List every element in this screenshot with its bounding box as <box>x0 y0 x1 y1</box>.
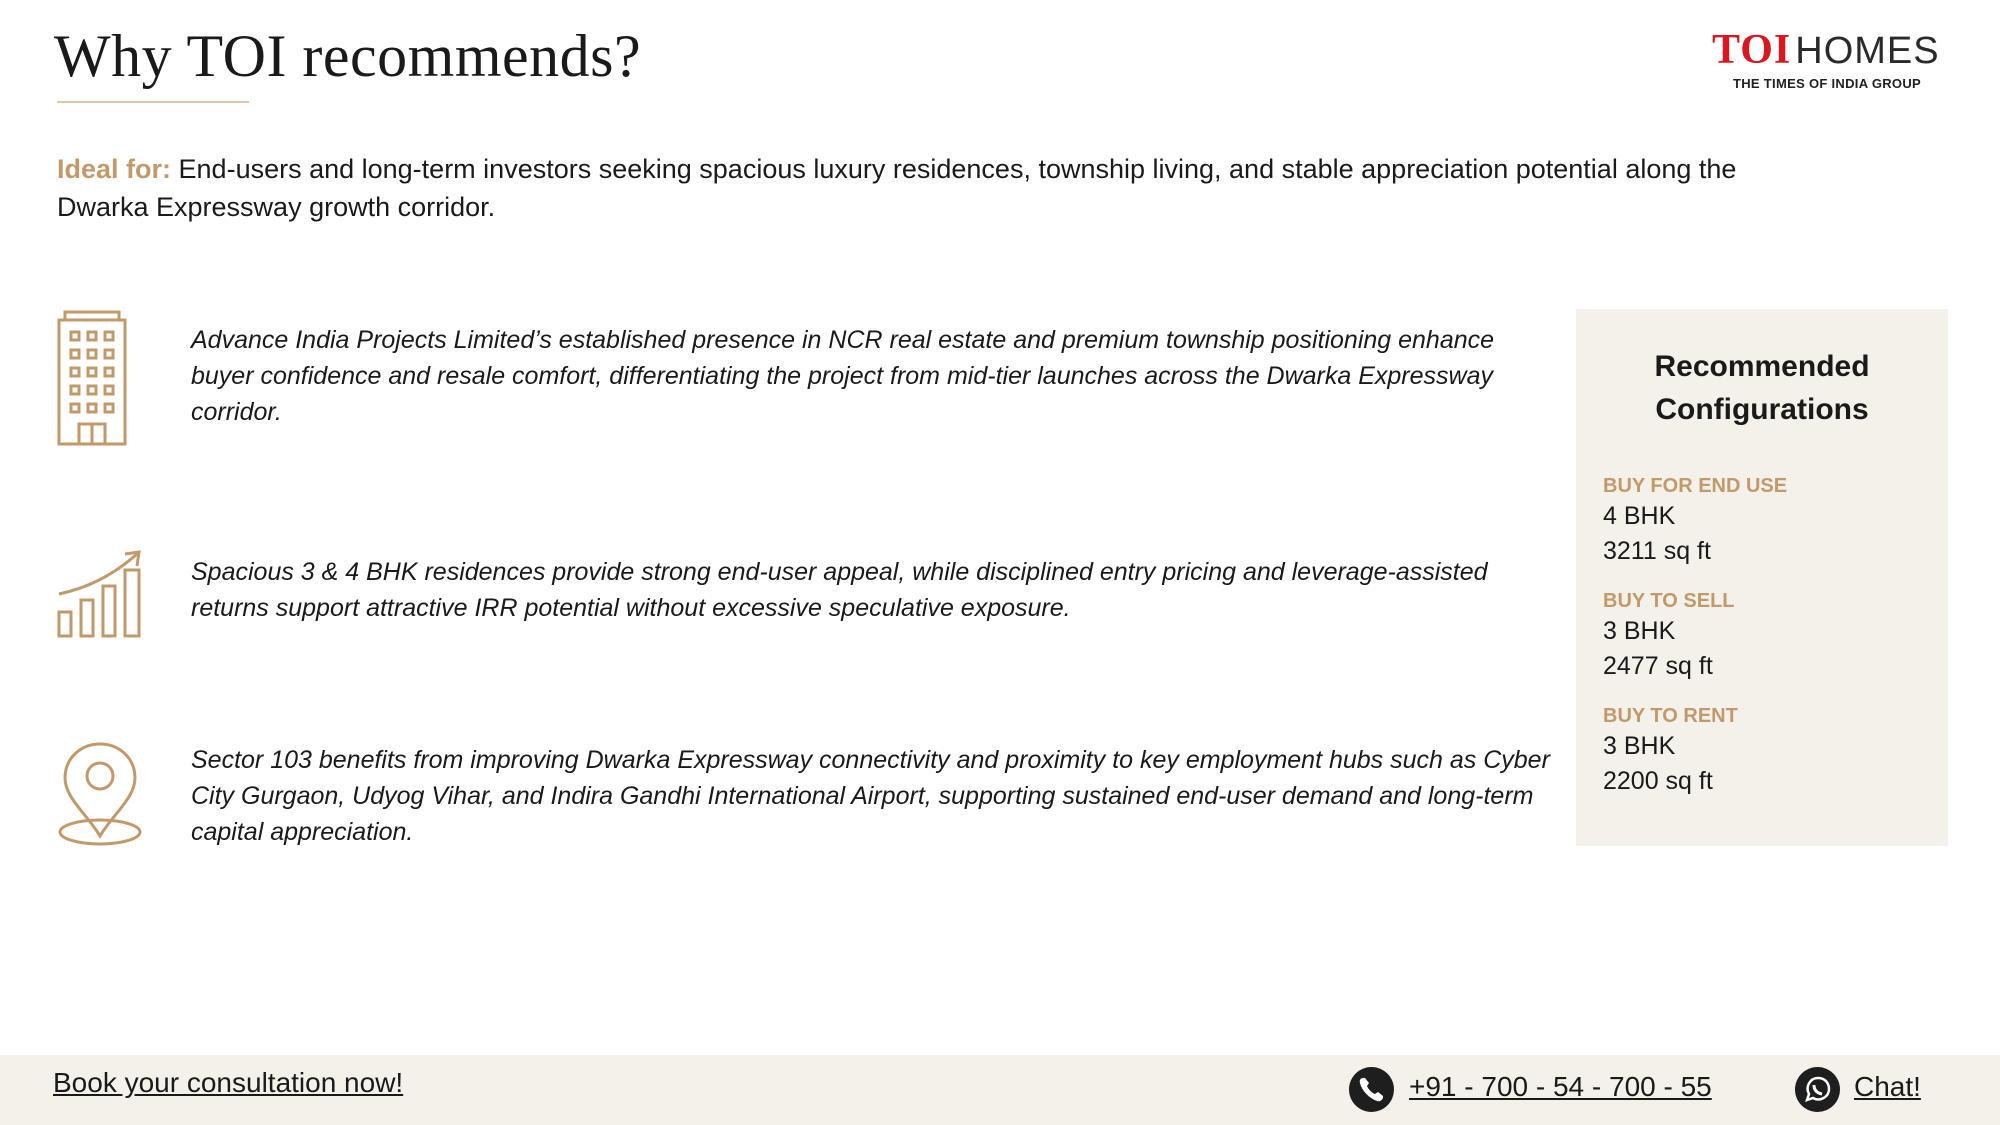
logo-homes-text: HOMES <box>1795 30 1940 72</box>
whatsapp-icon[interactable] <box>1795 1067 1840 1112</box>
ideal-for-label: Ideal for: <box>57 154 172 184</box>
title-underline <box>57 101 249 103</box>
config-label: BUY TO SELL <box>1603 590 1735 612</box>
growth-chart-icon <box>57 550 143 643</box>
building-icon <box>57 310 127 451</box>
reason-text: Sector 103 benefits from improving Dwarka Expressway connectivity and proximity to key employment hubs such as Cyber City Gurgaon, Udyog Vihar, and Indira Gandhi International Airport, supporting sustained end-user demand and long-term capital appreciation. <box>191 746 1550 846</box>
config-area: 3211 sq ft <box>1603 537 1711 565</box>
config-rent <box>1603 703 1738 799</box>
config-type: 4 BHK <box>1603 502 1676 530</box>
reason-text: Advance India Projects Limited’s established presence in NCR real estate and premium township positioning enhance buyer confidence and resale comfort, differentiating the project from mid-tier launches across the Dwarka Expressway corridor. <box>191 326 1495 426</box>
logo-tagline: THE TIMES OF INDIA GROUP <box>1733 76 1921 91</box>
footer-bar <box>0 1055 2000 1125</box>
phone-icon[interactable] <box>1349 1067 1394 1112</box>
recommended-configurations-panel <box>1576 309 1948 846</box>
page-title: Why TOI recommends? <box>54 23 642 89</box>
chat-link[interactable]: Chat! <box>1854 1071 1921 1102</box>
config-type: 3 BHK <box>1603 732 1676 760</box>
location-pin-icon <box>57 742 143 851</box>
reason-text: Spacious 3 & 4 BHK residences provide strong end-user appeal, while disciplined entry pricing and leverage-assisted returns support attractive IRR potential without excessive speculative exposure. <box>191 558 1488 622</box>
configurations-title: Recommended Configurations <box>1654 350 1870 426</box>
phone-number-link[interactable]: +91 - 700 - 54 - 700 - 55 <box>1409 1071 1712 1102</box>
config-label: BUY TO RENT <box>1603 705 1738 727</box>
config-end-use <box>1603 473 1787 569</box>
config-sell <box>1603 588 1735 684</box>
config-label: BUY FOR END USE <box>1603 475 1788 497</box>
logo-toi-text: TOI <box>1712 27 1792 73</box>
config-area: 2477 sq ft <box>1603 652 1713 680</box>
ideal-for-text: End-users and long-term investors seeking spacious luxury residences, township living, and stable appreciation potential along the Dwarka Expressway growth corridor. <box>57 154 1737 222</box>
ideal-for-paragraph <box>57 150 1817 226</box>
toi-homes-logo <box>1712 26 1960 96</box>
config-area: 2200 sq ft <box>1603 767 1713 795</box>
config-type: 3 BHK <box>1603 617 1676 645</box>
book-consultation-link[interactable]: Book your consultation now! <box>53 1067 404 1098</box>
